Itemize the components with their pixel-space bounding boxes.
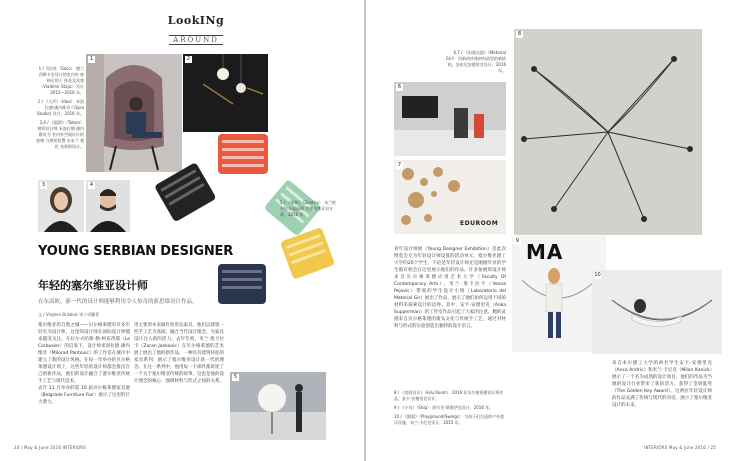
folio-right: INTERIORS May & June 2016 / 25 bbox=[644, 445, 716, 450]
chinese-title: 年轻的塞尔维亚设计师 bbox=[38, 279, 148, 292]
photo-eduroom-wall: 7 EDUROOM bbox=[394, 160, 506, 234]
body-column-right: 青年设计师展（Young Designer Exhibition）是此次博览会专为年轻设计师设置的活动单元。塞尔维亚理工大学的20个学生，不论是年轻设计师还是刚刚毕业的学生都有机会在这里展示他们的作品。许多参展的设计师来自贝尔格莱德应用艺术大学（Faculty Of Contemporary Arts）。米兰·奥卡拉卡（Vesna Pejovic）带领的学生设计小组（Laboratorio del Material Gir）展出了作品，展示了他们如何运用不同的材料来探索设计的边界。其中，安卡·安德里克（Anka Supperman）的工作室作品引起了大家的注意，她的灵感来自贝尔格莱德的街头文化与传统手工艺，通过对材料与形式的实验创造出独特的设计语言。 bbox=[394, 247, 506, 329]
body-column-1: 塞尔维亚的自然之城——贝尔格莱德有许多年轻有为设计师，这里的设计师在国际设计界越来越受关注。在拉尔夫哈斯·勒·柯布西耶（Le Corbusier）的启发下，设计师米洛拉德·潘内维奇（Milorad Pantovic）的工作室在城市中建立了新的设计风格。在每一年举办的贝尔格莱德设计周上，这些年轻的设计师都会推出自己的新作品，他们的设计融合了塞尔维亚传统手工艺与现代技术。 去年 11 月举办的第 10 届贝尔格莱德家具展（Belgrade Furniture Fair）展示了这里的巨大潜力。 bbox=[38, 323, 130, 405]
caption-5: 5 / 《家和》（Zentrix） 米兰欧卡拉卡桌面椅 为塞尔维亚设计师，2016 年。 bbox=[280, 200, 337, 217]
body-column-right-2: 来自本尔德工大学的两名学生安卡·安德里克（Anca Andric）和米兰·卡尼克（Milan Kanick）展示了一个名为成熟的设计项目，他们的作品为当地的设计行业带来了新的活力，获得了金钥匙奖（The Golden Key Award）。这两位年轻设计师的作品充满了传统与现代的对话，展示了塞尔维亚设计的未来。 bbox=[612, 361, 712, 408]
photo-hanging-chair: 10 bbox=[592, 270, 722, 354]
right-page bbox=[366, 0, 730, 461]
pendant-lamps-illustration bbox=[183, 54, 268, 132]
exhibition-room-illustration bbox=[394, 82, 506, 156]
section-title-line1: LookINg bbox=[167, 14, 225, 27]
right-captions: 8 / 《房间设计》（Edu Room） 2016 年贝尔格莱德设计周作品，安卡·安德里克设计。 9 / 《小鸟》（Ship） 阿尔尼·斯塔伊克设计，2016 年。 10 / 《圆弧》（Playground/Swings） 为孩子们打造的户外游乐设施，米兰·卡尼克设计，2015 年。 bbox=[394, 390, 505, 425]
chair-red bbox=[218, 134, 268, 174]
left-captions bbox=[36, 66, 84, 153]
exhibition-lamp-illustration bbox=[230, 372, 326, 440]
photo-exhibition-room: 6 bbox=[394, 82, 506, 156]
caption-3: 3,4 / 《圆滑》（Totem） 照明设计师 米洛拉德·潘内维奇为 室内外空间设计的座椅 与照明装置 由米兰 曼佐 布鲁斯设计。 bbox=[36, 120, 84, 149]
caption-1: 1 / 马拉杜（Saco） 德兰西斯卡尼设计的室内外 座椅可用于 休息及冥想（Vladimir Stajic）设计 2015—2016 年。 bbox=[38, 66, 84, 95]
hanging-chair-illustration bbox=[592, 270, 722, 354]
photo-wire-sculpture: 8 bbox=[514, 29, 702, 235]
byline: 文 / Virginie Brisbois 译 / 周馨菁 bbox=[38, 312, 100, 317]
photo-pod-chair: 1 bbox=[86, 54, 182, 172]
chair-navy bbox=[218, 264, 266, 304]
photo-hammock: 9 MA bbox=[512, 236, 606, 352]
chair-black bbox=[154, 162, 217, 222]
section-title bbox=[156, 14, 236, 46]
caption-6: 6,7 / 《沟通交流》（Material Girl） 用新的传统材料造型的新结构，安东尼安德里克设计，2016 年。 bbox=[445, 50, 506, 73]
wire-sculpture-illustration bbox=[514, 29, 702, 235]
wall-lettering: MA bbox=[526, 240, 564, 264]
photo-portrait-woman: 3 bbox=[38, 180, 84, 232]
headline: YOUNG SERBIAN DESIGNER bbox=[38, 244, 234, 259]
body-column-2: 用主要原木来做有机形态家具，他们以建筑一些手工艺为基础，融合当代设计理念，为家具设计注入新的活力。去年年初，米兰·奥卡拉卡（Zoran Jankovic）在贝尔格莱德的艺术展上展出了他的新作品，一种具有建筑特征的家具系列，展示了塞尔维亚设计新一代的理念。在这一系列中，他用每一个部件都讲述了一个关于塞尔维亚传统的故事，这也是他的设计理念的核心，强调材料与形式之间的关系。 bbox=[134, 323, 224, 384]
photo-portrait-man: 4 bbox=[86, 180, 130, 232]
section-title-line2: AROUND bbox=[169, 35, 223, 45]
photo-pendant-lamps: 2 bbox=[183, 54, 268, 132]
lead-text: 在东南欧，新一代的设计师能够利用令人惊奇的新思维设计作品。 bbox=[38, 299, 198, 305]
left-page bbox=[0, 0, 364, 461]
folio-left: 24 / May & June 2016 INTERIORS bbox=[14, 445, 86, 450]
caption-2: 2 / 《大声》（Idea） 米洛拉德·潘内维奇 ( Opra Studio) 设计，2016 年。 bbox=[36, 99, 84, 116]
photo-exhibition-lamp: 5 bbox=[230, 372, 326, 440]
eduroom-sign: EDUROOM bbox=[460, 220, 499, 227]
chair-yellow bbox=[280, 227, 335, 280]
